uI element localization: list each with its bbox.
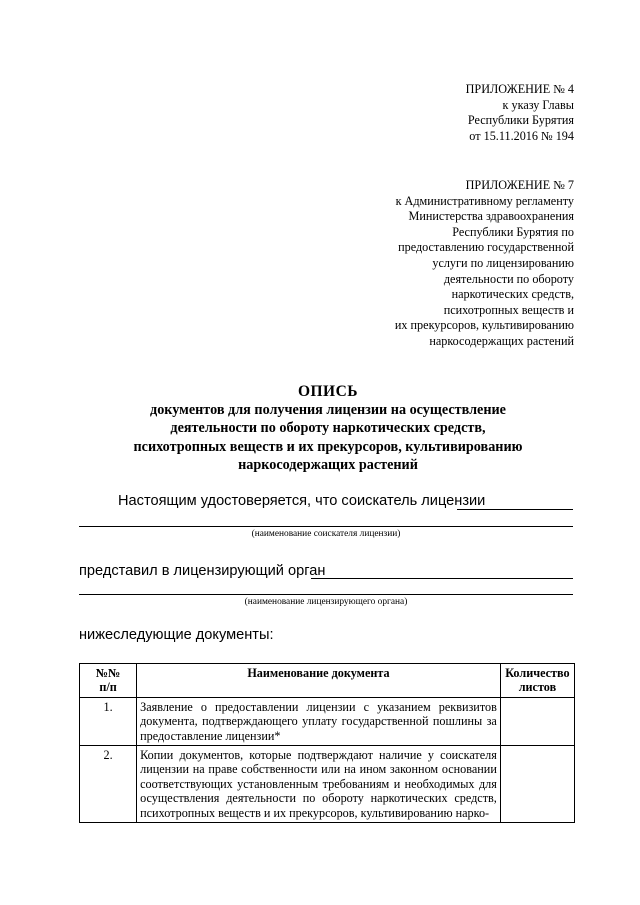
appendix-7-line: услуги по лицензированию [432,255,574,270]
certify-text: Настоящим удостоверяется, что соискатель лицензии [118,493,486,509]
applicant-caption: (наименование соискателя лицензии) [251,529,401,539]
appendix-7-line: их прекурсоров, культивированию [394,318,574,333]
header-number-line1: №№ [95,666,121,680]
applicant-name-field-1[interactable] [457,509,573,510]
row-sheet-count[interactable] [500,746,574,823]
header-document-name: Наименование документа [137,664,501,698]
documents-table [79,663,575,823]
title-line: психотропных веществ и их прекурсоров, культивированию [133,438,523,455]
header-qty-line1: Количество [505,666,570,680]
row-document-name: Заявление о предоставлении лицензии с указанием реквизитов документа, подтверждающего уплату государственной пошлины за предоставление лицензии* [137,697,501,745]
appendix-4-date: от 15.11.2016 № 194 [469,128,574,143]
appendix-7-line: ПРИЛОЖЕНИЕ № 7 [465,178,574,192]
table-header-row [80,664,575,698]
header-sheet-count [500,664,574,698]
appendix-7-line: наркотических средств, [451,287,574,302]
row-document-name: Копии документов, которые подтверждают наличие у соискателя лицензии на праве собственности или на ином законном основании соответствующих установленным требованиям и необходимых для осуществления деятельности по обороту наркотических средств, психотропных веществ и их прекурсоров, культивированию нарко- [137,746,501,823]
appendix-4-republic: Республики Бурятия [467,113,574,128]
document-title [80,383,576,474]
appendix-7-line: наркосодержащих растений [429,333,574,348]
appendix-4-block [466,82,574,144]
header-qty-line2: листов [518,680,557,695]
header-number-line2: п/п [99,680,117,695]
authority-name-field-2[interactable] [79,594,573,595]
row-number: 1. [80,697,137,745]
appendix-7-line: Республики Бурятия по [452,224,574,239]
appendix-4-decree: к указу Главы [502,97,574,112]
table-row [80,697,575,745]
appendix-7-line: к Административному регламенту [395,193,574,208]
title-line: документов для получения лицензии на осуществление [150,402,506,419]
authority-caption: (наименование лицензирующего органа) [244,597,408,607]
table-row [80,746,575,823]
appendix-7-block [395,178,574,350]
applicant-name-field-2[interactable] [79,526,573,527]
header-number [80,664,137,698]
appendix-7-line: Министерства здравоохранения [408,209,574,224]
following-documents-text: нижеследующие документы: [79,627,274,643]
title-heading: ОПИСЬ [297,383,359,400]
appendix-4-title: ПРИЛОЖЕНИЕ № 4 [465,82,574,96]
appendix-7-line: деятельности по обороту [443,271,574,286]
appendix-7-line: предоставлению государственной [398,240,574,255]
title-line: деятельности по обороту наркотических средств, [170,420,486,437]
title-line: наркосодержащих растений [238,456,418,473]
submitted-text: представил в лицензирующий орган [79,563,326,579]
row-sheet-count[interactable] [500,697,574,745]
row-number: 2. [80,746,137,823]
appendix-7-line: психотропных веществ и [443,302,574,317]
authority-name-field-1[interactable] [311,578,573,579]
